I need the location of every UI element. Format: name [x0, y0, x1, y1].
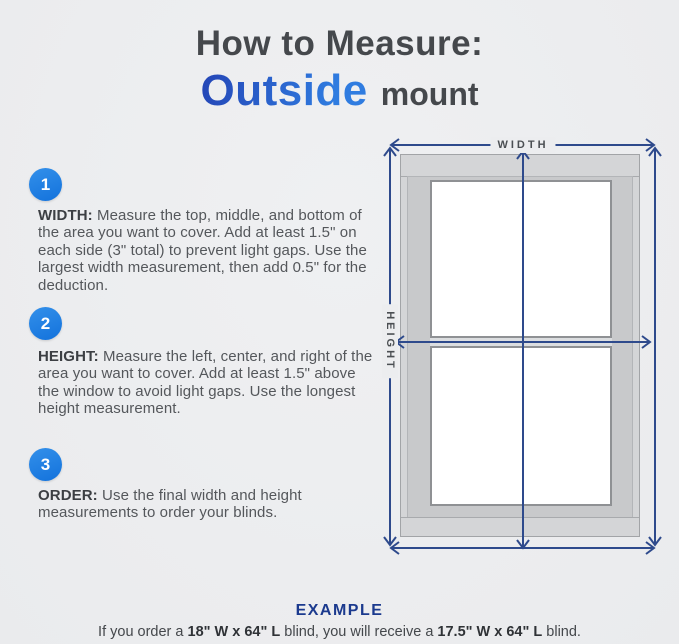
bottom-width-arrow-icon: [391, 542, 654, 554]
example-receive-size: 17.5" W x 64" L: [437, 624, 543, 640]
window-lower-pane: [430, 346, 612, 506]
step-2-number-badge: 2: [29, 307, 62, 340]
example-section: [0, 602, 679, 640]
step-3-body: Use the final width and height measurements to order your blinds.: [38, 487, 302, 522]
step-2-body: Measure the left, center, and right of the area you want to cover. Add at least 1.5" above the window to avoid light gaps. Use the longest height measurement.: [38, 348, 373, 418]
step-1-lead: WIDTH:: [38, 207, 93, 224]
title-mount-type: Outside: [200, 66, 368, 115]
example-prefix: If you order a: [98, 624, 188, 640]
page-title: [0, 24, 679, 116]
window-measurement-diagram: [378, 128, 676, 564]
title-mount-word: mount: [380, 76, 479, 112]
title-line2: [0, 66, 679, 116]
example-suffix: blind.: [542, 624, 581, 640]
window-sash-divider: [430, 338, 612, 346]
step-2-instructions: [38, 348, 378, 418]
height-dimension-label: HEIGHT: [382, 304, 398, 378]
example-middle: blind, you will receive a: [280, 624, 438, 640]
step-2-lead: HEIGHT:: [38, 348, 99, 365]
right-height-arrow-icon: [649, 148, 661, 545]
width-dimension-label: WIDTH: [490, 137, 555, 153]
step-3-number-badge: 3: [29, 448, 62, 481]
example-sentence: [0, 624, 679, 640]
step-1-instructions: [38, 207, 378, 294]
step-3-lead: ORDER:: [38, 487, 98, 504]
step-1-body: Measure the top, middle, and bottom of the area you want to cover. Add at least 1.5" on each side (3" total) to prevent light gaps. Use the largest width measurement, then add 0.5" for the deduction.: [38, 207, 367, 294]
title-line1: How to Measure:: [195, 24, 484, 63]
step-1-number-badge: 1: [29, 168, 62, 201]
window-sill: [401, 517, 639, 536]
example-order-size: 18" W x 64" L: [187, 624, 281, 640]
step-3-instructions: [38, 487, 378, 522]
window-upper-pane: [430, 180, 612, 338]
example-heading: EXAMPLE: [295, 602, 384, 619]
